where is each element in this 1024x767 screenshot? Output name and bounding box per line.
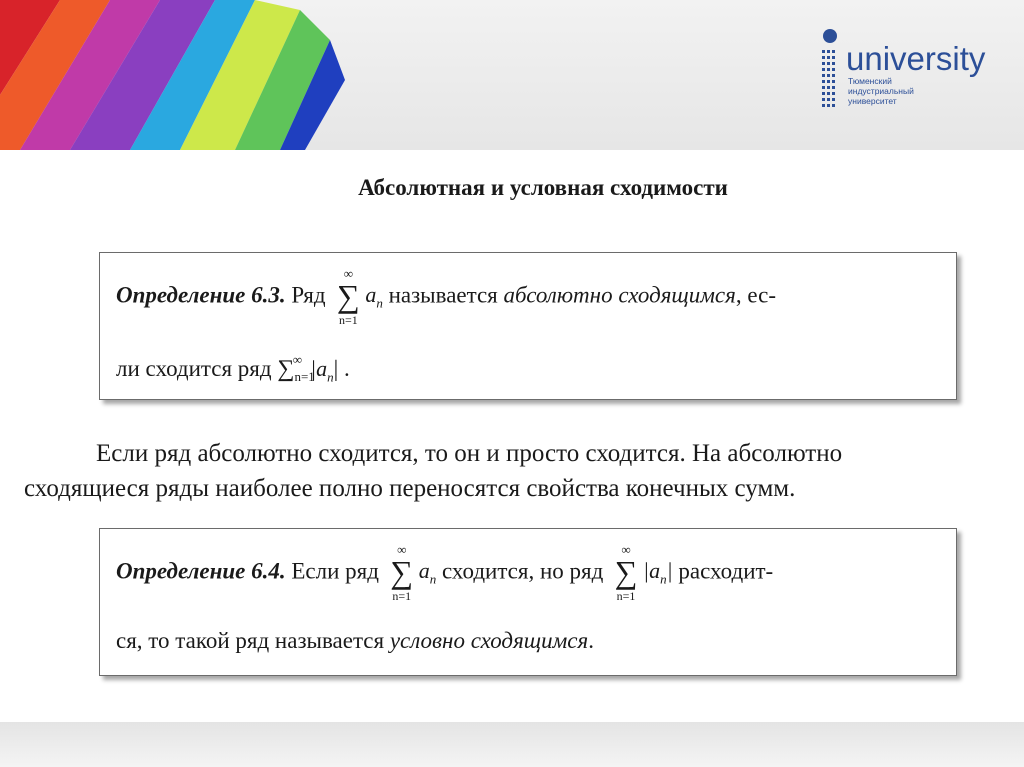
sum-upper: ∞: [621, 542, 631, 557]
footer-band: [0, 722, 1024, 767]
definition-line-1: [116, 267, 776, 327]
sum-lower: n=1: [392, 589, 412, 603]
sum-symbol: [331, 267, 365, 327]
logo-emblem-icon: [816, 28, 844, 118]
body-paragraph: [24, 436, 984, 506]
term: $|a_n$: [310, 356, 334, 385]
text: Если ряд: [285, 558, 385, 584]
definition-label: Определение 6.4.: [116, 558, 286, 584]
definition-line-1: [116, 543, 773, 603]
emphasis: условно сходящимся: [389, 628, 589, 653]
text: | .: [333, 356, 350, 381]
logo-subtitle: [848, 76, 988, 106]
logo-subtitle-line: Тюменский: [848, 76, 892, 86]
term: $a_n$: [365, 282, 383, 311]
definition-box-6-3: [99, 252, 957, 400]
emphasis: абсолютно сходящимся: [503, 282, 736, 308]
logo-wordmark: university: [846, 40, 986, 77]
sum-lower: n=1: [294, 369, 315, 384]
definition-box-6-4: [99, 528, 957, 676]
university-logo: [816, 28, 986, 118]
sigma-sign: ∑: [277, 356, 295, 382]
definition-line-2: [116, 629, 594, 652]
sigma-sign: ∑: [390, 554, 414, 590]
text: ли сходится ряд: [116, 356, 278, 381]
text: ся, то такой ряд называется: [116, 628, 390, 653]
sum-lower: n=1: [338, 313, 358, 327]
definition-line-2: [116, 353, 350, 383]
abs-term: $|a_n|$: [643, 558, 673, 587]
slide-title: Абсолютная и условная сходимости: [358, 175, 728, 200]
sum-lower: n=1: [616, 589, 636, 603]
logo-subtitle-line: университет: [848, 96, 897, 106]
sigma-sign: ∑: [336, 278, 360, 314]
paragraph-line: Если ряд абсолютно сходится, то он и просто сходится. На абсолютно: [96, 440, 843, 467]
sum-upper: ∞: [343, 266, 353, 281]
sum-upper: ∞: [292, 352, 303, 367]
logo-subtitle-line: индустриальный: [848, 86, 914, 96]
sum-upper: ∞: [397, 542, 407, 557]
sum-symbol: [609, 543, 643, 603]
paragraph-line: сходящиеся ряды наиболее полно переносятся свойства конечных сумм.: [24, 475, 796, 502]
sum-symbol: [385, 543, 419, 603]
text: , ес-: [735, 282, 776, 308]
header-band: [0, 0, 1024, 150]
definition-label: Определение 6.3.: [116, 282, 286, 308]
text: сходится, но ряд: [436, 558, 610, 584]
term: $a_n$: [418, 558, 437, 587]
sigma-sign: ∑: [614, 554, 638, 590]
text: расходит-: [672, 558, 774, 584]
text: .: [588, 628, 594, 653]
text: Ряд: [285, 282, 332, 308]
text: называется: [382, 282, 504, 308]
decorative-ribbons: [0, 0, 380, 150]
